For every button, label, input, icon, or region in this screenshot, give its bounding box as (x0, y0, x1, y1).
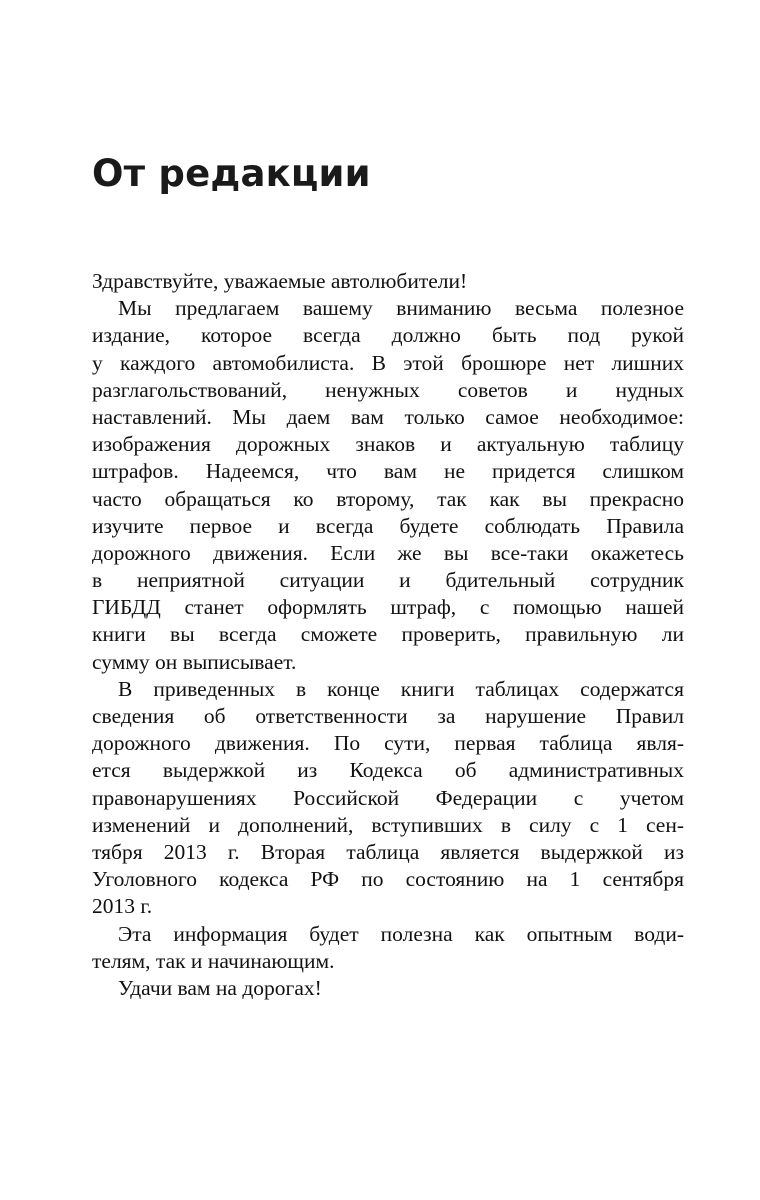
text-line: сведения об ответственности за нарушение Правил (92, 704, 684, 728)
text-line: у каждого автомобилиста. В этой брошюре нет лишних (92, 350, 684, 375)
text-line: штрафов. Надеемся, что вам не придется слишком (92, 459, 684, 484)
text-line: ГИБДД станет оформлять штраф, с помощью нашей (92, 595, 684, 620)
text-line: дорожного движения. Если же вы все-таки окажетесь (92, 540, 684, 565)
text-line: часто обращаться ко второму, так как вы прекрасно (92, 486, 684, 511)
text-line: издание, которое всегда должно быть под рукой (92, 323, 684, 348)
text-line: правонарушениях Российской Федерации с учетом (92, 785, 684, 810)
text-line: сумму он выписывает. (92, 649, 297, 674)
text-line: Эта информация будет полезна как опытным води- (118, 921, 684, 946)
text-line: изучите первое и всегда будете соблюдать Правила (92, 513, 684, 538)
text-line: Мы предлагаем вашему вниманию весьма полезное (118, 296, 684, 321)
text-line: изменений и дополнений, вступивших в силу с 1 сен- (92, 812, 684, 837)
text-line: в неприятной ситуации и бдительный сотрудник (92, 568, 684, 593)
text-line: В приведенных в конце книги таблицах содержатся (118, 676, 684, 701)
text-line: наставлений. Мы даем вам только самое необходимое: (92, 404, 684, 429)
text-line: Здравствуйте, уважаемые автолюбители! (92, 269, 468, 293)
text-line: 2013 г. (92, 894, 153, 919)
text-line: ется выдержкой из Кодекса об административных (92, 758, 684, 783)
text-line: тября 2013 г. Вторая таблица является выдержкой из (92, 839, 684, 864)
text-line: изображения дорожных знаков и актуальную таблицу (92, 432, 684, 457)
text-line: телям, так и начинающим. (92, 948, 335, 973)
body-text (92, 268, 684, 1002)
text-line: дорожного движения. По сути, первая таблица явля- (92, 731, 684, 756)
text-line: Удачи вам на дорогах! (118, 975, 322, 1000)
page-title: От редакции (92, 152, 371, 195)
text-line: книги вы всегда сможете проверить, правильную ли (92, 622, 684, 647)
text-line: Уголовного кодекса РФ по состоянию на 1 сентября (92, 867, 684, 892)
text-line: разглагольствований, ненужных советов и нудных (92, 377, 684, 402)
